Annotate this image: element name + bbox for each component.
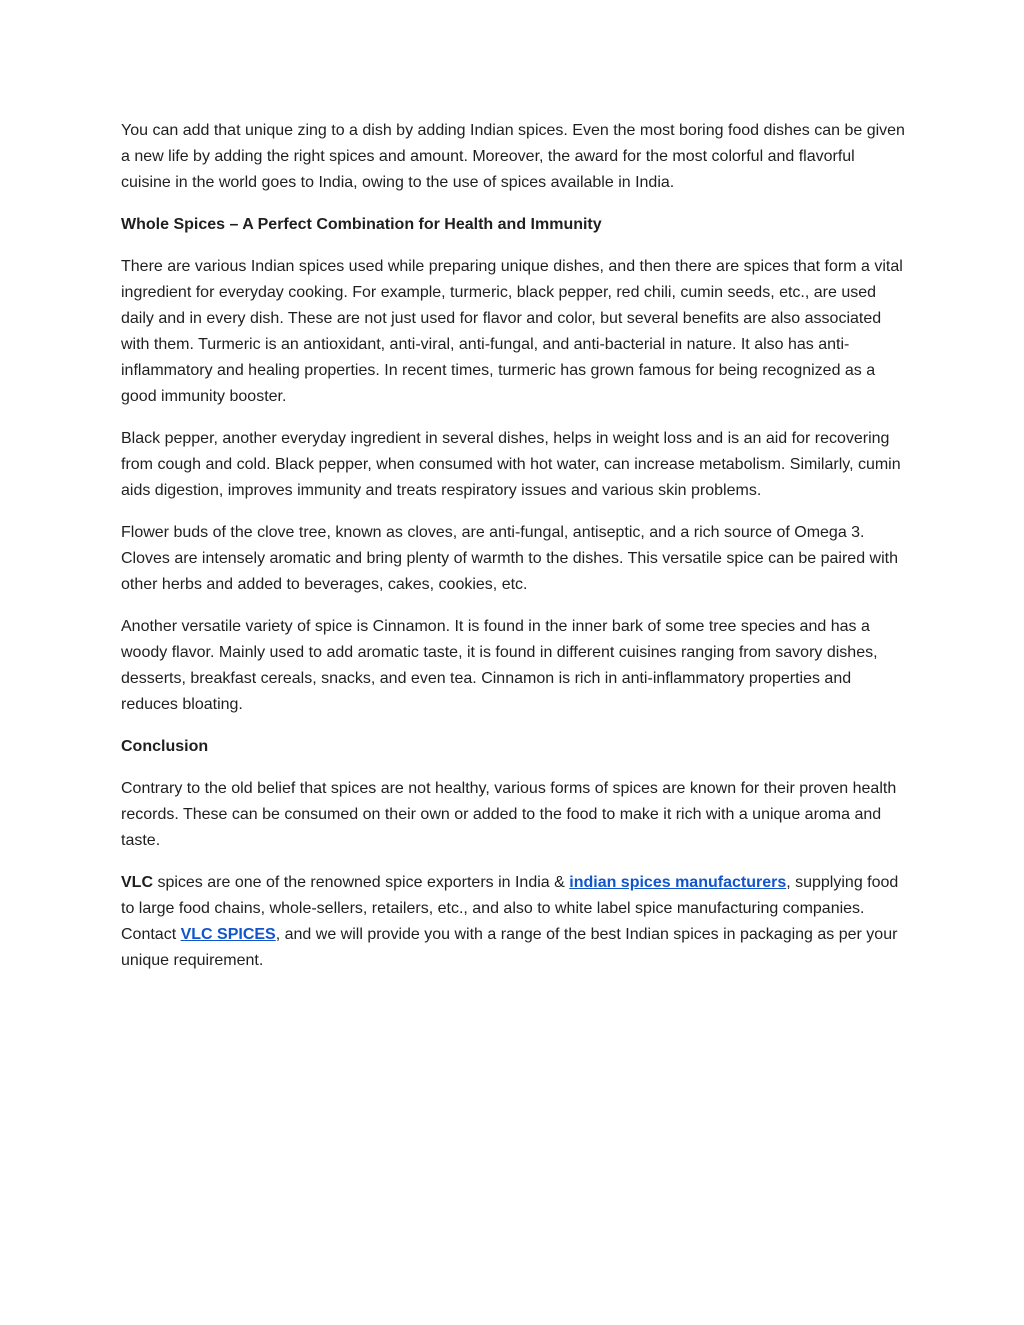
document-body xyxy=(121,118,905,990)
intro-paragraph: You can add that unique zing to a dish by adding Indian spices. Even the most boring food dishes can be given a new life by adding the right spices and amount. Moreover, the award for the most colorful and flavorful cuisine in the world goes to India, owing to the use of spices available in India. xyxy=(121,122,905,191)
link-vlc-spices[interactable]: VLC SPICES xyxy=(180,926,276,943)
paragraph-cinnamon: Another versatile variety of spice is Cinnamon. It is found in the inner bark of some tree species and has a woody flavor. Mainly used to add aromatic taste, it is found in different cuisines ranging from savory dishes, desserts, breakfast cereals, snacks, and even tea. Cinnamon is rich in anti-inflammatory properties and reduces bloating. xyxy=(121,618,878,713)
final-text-1: spices are one of the renowned spice exporters in India & xyxy=(153,874,570,891)
link-indian-spices-manufacturers[interactable]: indian spices manufacturers xyxy=(569,874,787,891)
paragraph-conclusion: Contrary to the old belief that spices are not healthy, various forms of spices are known for their proven health records. These can be consumed on their own or added to the food to make it rich with a unique aroma and taste. xyxy=(121,780,897,849)
final-text-2: , supplying food to large food chains, whole-sellers, retailers, etc., and also to white label spice manufacturing companies. Contact xyxy=(121,874,899,943)
paragraph-final xyxy=(121,870,905,974)
paragraph-black-pepper: Black pepper, another everyday ingredient in several dishes, helps in weight loss and is an aid for recovering from cough and cold. Black pepper, when consumed with hot water, can increase metabolism. Similarly, cumin aids digestion, improves immunity and treats respiratory issues and various skin problems. xyxy=(121,430,901,499)
paragraph-cloves: Flower buds of the clove tree, known as cloves, are anti-fungal, antiseptic, and a rich source of Omega 3. Cloves are intensely aromatic and bring plenty of warmth to the dishes. This versatile spice can be paired with other herbs and added to beverages, cakes, cookies, etc. xyxy=(121,524,898,593)
brand-name: VLC xyxy=(121,874,153,891)
heading-whole-spices: Whole Spices – A Perfect Combination for Health and Immunity xyxy=(121,216,602,233)
paragraph-various-spices: There are various Indian spices used while preparing unique dishes, and then there are spices that form a vital ingredient for everyday cooking. For example, turmeric, black pepper, red chili, cumin seeds, etc., are used daily and in every dish. These are not just used for flavor and color, but several benefits are also associated with them. Turmeric is an antioxidant, anti-viral, anti-fungal, and anti-bacterial in nature. It also has anti-inflammatory and healing properties. In recent times, turmeric has grown famous for being recognized as a good immunity booster. xyxy=(121,258,903,405)
heading-conclusion: Conclusion xyxy=(121,738,209,755)
final-text-3: , and we will provide you with a range of the best Indian spices in packaging as per your unique requirement. xyxy=(121,926,898,969)
